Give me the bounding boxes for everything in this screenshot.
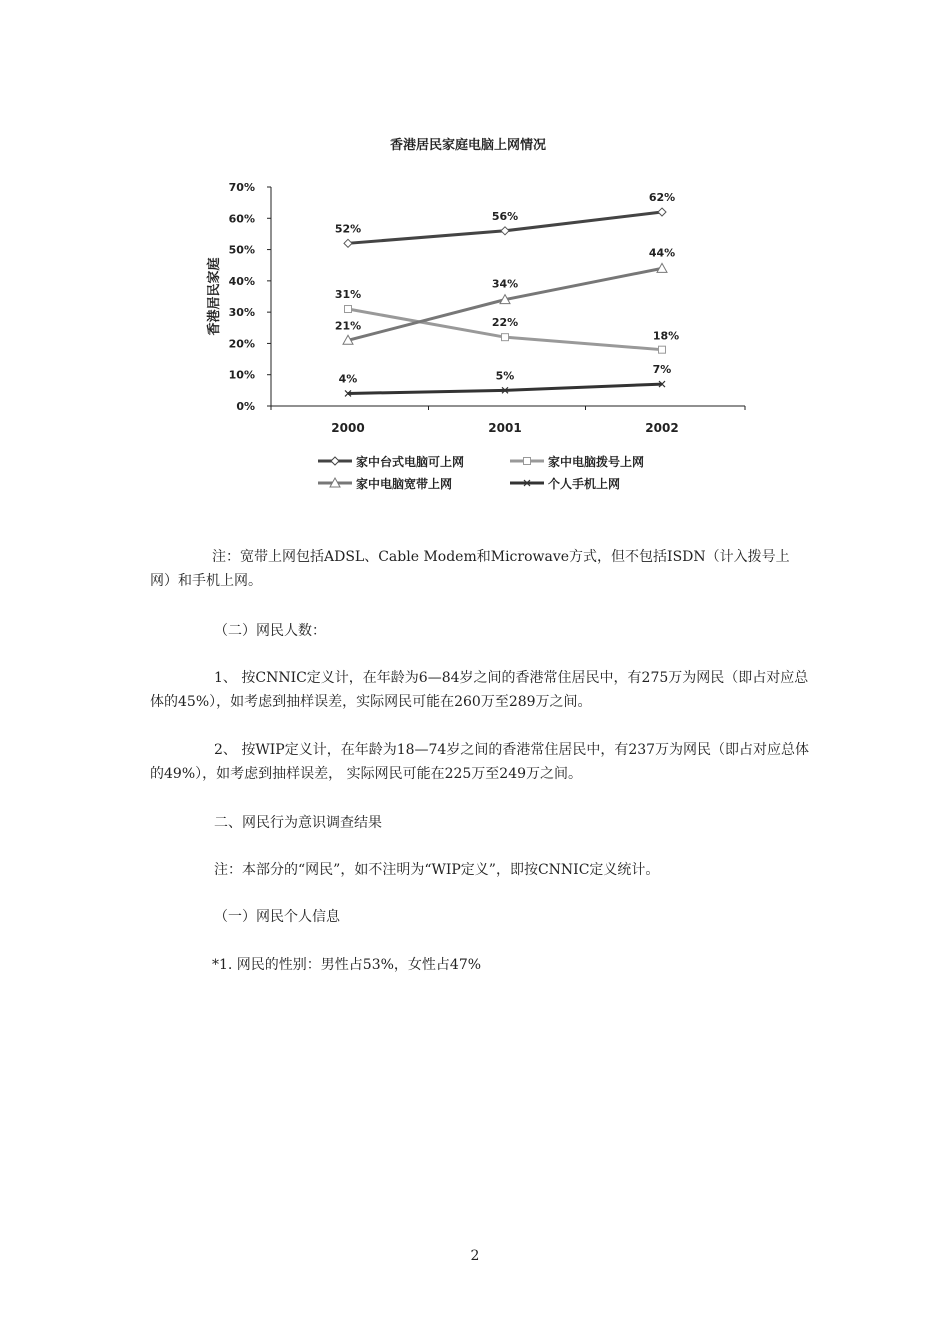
chart-note: 注：宽带上网包括ADSL、Cable Modem和Microwave方式，但不包括ISDN（计入拨号上网）和手机上网。 [150, 549, 790, 589]
heading-netizen-count: （二）网民人数： [214, 623, 326, 639]
y-tick-label: 50% [228, 243, 255, 257]
data-label: 22% [491, 316, 519, 330]
data-label: 34% [491, 277, 519, 291]
y-tick-label: 60% [228, 212, 255, 226]
y-tick-label: 10% [228, 368, 255, 382]
note-netizen-definition: 注：本部分的“网民”，如不注明为“WIP定义”，即按CNNIC定义统计。 [214, 862, 660, 878]
series-line [348, 384, 662, 393]
chart-axes [229, 181, 745, 435]
legend-item [510, 454, 644, 469]
x-tick-label: 2001 [488, 421, 522, 435]
legend-item [318, 476, 452, 491]
page-number: 2 [470, 1248, 480, 1264]
x-tick-label: 2000 [331, 421, 365, 435]
line-chart [200, 130, 760, 500]
y-tick-label: 40% [228, 274, 255, 288]
data-label: 7% [652, 363, 672, 377]
series-4 [339, 363, 672, 396]
heading-personal-info: （一）网民个人信息 [214, 909, 340, 925]
chart [200, 130, 760, 500]
data-label: 4% [338, 372, 358, 386]
series-1 [335, 191, 675, 247]
x-tick-label: 2002 [645, 421, 679, 435]
item-cnnic-definition: 1、 按CNNIC定义计，在年龄为6—84岁之间的香港常住居民中，有275万为网民（即占对应总体的45%），如考虑到抽样误差，实际网民可能在260万至289万之间。 [150, 670, 809, 710]
marker-square [345, 306, 352, 313]
section-heading-behavior: 二、网民行为意识调查结果 [214, 815, 382, 831]
series-3 [335, 246, 675, 344]
y-tick-label: 30% [228, 306, 255, 320]
legend-item [510, 476, 620, 491]
legend-label: 个人手机上网 [548, 477, 621, 491]
legend-label: 家中电脑宽带上网 [356, 477, 453, 491]
marker-square [659, 346, 666, 353]
legend-label: 家中电脑拨号上网 [548, 455, 645, 469]
data-label: 52% [334, 222, 362, 236]
data-label: 18% [652, 329, 680, 343]
item-gender: *1. 网民的性别：男性占53%，女性占47% [212, 957, 482, 973]
chart-title: 香港居民家庭电脑上网情况 [389, 138, 547, 153]
y-tick-label: 70% [228, 181, 255, 194]
legend-label: 家中台式电脑可上网 [356, 455, 465, 469]
data-label: 5% [495, 369, 515, 383]
chart-legend [318, 454, 644, 491]
marker-diamond [658, 208, 666, 216]
data-label: 56% [491, 209, 519, 223]
y-tick-label: 20% [228, 337, 255, 351]
legend-item [318, 454, 464, 469]
chart-y-axis-label: 香港居民家庭 [207, 257, 222, 336]
chart-series [335, 191, 679, 396]
item-wip-definition: 2、 按WIP定义计，在年龄为18—74岁之间的香港常住居民中，有237万为网民（即占对应总体的49%），如考虑到抽样误差， 实际网民可能在225万至249万之间。 [150, 742, 810, 782]
marker-diamond [344, 239, 352, 247]
data-label: 21% [334, 319, 362, 333]
marker-square [502, 334, 509, 341]
data-label: 62% [648, 191, 676, 205]
marker-square [524, 458, 531, 465]
data-label: 44% [648, 246, 676, 260]
marker-diamond [331, 457, 339, 465]
marker-diamond [501, 227, 509, 235]
y-tick-label: 0% [236, 400, 255, 413]
data-label: 31% [334, 288, 362, 302]
